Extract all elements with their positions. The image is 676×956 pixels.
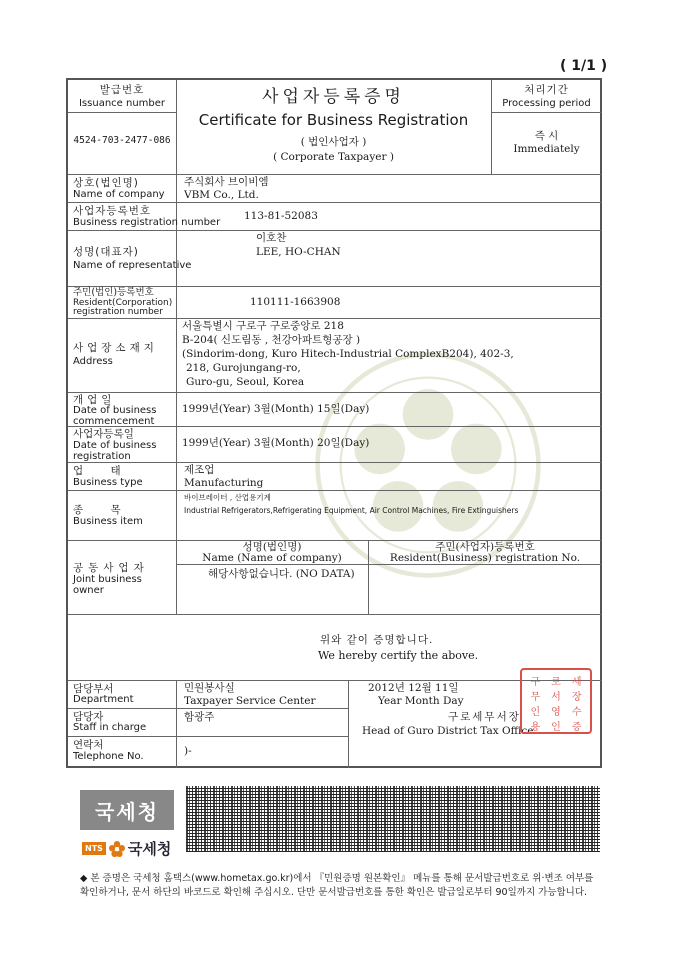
regdate-value: 1999년(Year) 3월(Month) 20일(Day)	[182, 437, 370, 449]
subtitle-korean: ( 법인사업자 )	[300, 136, 367, 148]
address-label-ko: 사업장소재지	[73, 342, 158, 354]
resident-label-en1: Resident(Corporation)	[73, 298, 173, 308]
representative-value-en: LEE, HO-CHAN	[256, 246, 341, 258]
joint-owner-label-ko: 공동사업자	[73, 562, 149, 574]
phone-label-en: Telephone No.	[73, 751, 144, 762]
address-line4: 218, Gurojungang-ro,	[186, 362, 301, 374]
department-value-ko: 민원봉사실	[184, 682, 235, 694]
stamp-char: 영	[551, 707, 561, 718]
regdate-label-en1: Date of business	[73, 440, 157, 451]
commence-label-en2: commencement	[73, 416, 155, 427]
issue-date-labels: Year Month Day	[378, 695, 464, 707]
official-seal-stamp	[520, 668, 592, 734]
regdate-label-ko: 사업자등록일	[73, 428, 134, 440]
footnote-line1: ◆ 본 증명은 국세청 홈택스(www.hometax.go.kr)에서 『민원증명 원본확인』 메뉴를 통해 문서발급번호로 위·변조 여부를	[80, 873, 594, 884]
title-korean: 사업자등록증명	[262, 87, 405, 107]
issue-date: 2012년 12월 11일	[368, 682, 459, 694]
address-label-en: Address	[73, 356, 113, 367]
biz-item-label-ko: 종 목	[73, 504, 133, 516]
department-label-en: Department	[73, 694, 134, 705]
title-english: Certificate for Business Registration	[198, 111, 469, 129]
processing-value-ko: 즉 시	[534, 130, 559, 142]
stamp-char: 인	[551, 722, 561, 733]
commence-value: 1999년(Year) 3월(Month) 15일(Day)	[182, 403, 370, 415]
footnote-line2: 확인하거나, 문서 하단의 바코드로 확인해 주십시오. 단만 문서발급번호를 통한 확인은 발급일로부터 90일까지 가능합니다.	[80, 887, 588, 898]
biz-type-value-ko: 제조업	[184, 464, 215, 476]
biz-item-value-en: Industrial Refrigerators,Refrigerating Equipment, Air Control Machines, Fire Extinguishers	[184, 506, 519, 515]
joint-col2-en: Resident(Business) registration No.	[389, 552, 581, 564]
verification-barcode	[186, 786, 600, 852]
representative-value-ko: 이호찬	[256, 232, 287, 244]
nts-flower-icon	[109, 841, 125, 857]
certify-en: We hereby certify the above.	[318, 649, 479, 662]
certificate-frame	[66, 78, 602, 768]
tax-office-en: Head of Guro District Tax Office	[362, 725, 534, 737]
biz-type-value-en: Manufacturing	[184, 477, 264, 489]
processing-period-label-ko: 처리기간	[524, 84, 569, 96]
stamp-char: 로	[551, 677, 561, 688]
nts-badge: NTS	[82, 842, 106, 855]
stamp-char: 서	[551, 692, 561, 703]
issuance-number-value: 4524-703-2477-086	[73, 135, 171, 146]
resident-value: 110111-1663908	[250, 296, 341, 308]
staff-label-ko: 담당자	[73, 711, 104, 723]
issuance-number-label-ko: 발급번호	[99, 84, 145, 96]
staff-value: 함광주	[184, 711, 215, 723]
page-number: ( 1/1 )	[560, 58, 608, 74]
stamp-char: 수	[571, 707, 582, 718]
nts-gray-logo-box: 국세청	[80, 790, 174, 830]
joint-no-data: 해당사항없습니다. (NO DATA)	[208, 568, 355, 580]
joint-owner-label-en2: owner	[73, 585, 104, 596]
stamp-char: 세	[571, 677, 582, 688]
company-value-en: VBM Co., Ltd.	[184, 189, 259, 201]
phone-label-ko: 연락처	[73, 739, 104, 751]
biz-item-value-ko: 바이브레이터 , 산업용기계	[184, 493, 271, 502]
department-value-en: Taxpayer Service Center	[184, 695, 316, 707]
tax-office-ko: 구로세무서장	[448, 711, 521, 723]
department-label-ko: 담당부서	[73, 683, 114, 695]
phone-value: )-	[184, 745, 192, 757]
biz-number-value: 113-81-52083	[244, 210, 318, 222]
regdate-label-en2: registration	[73, 451, 131, 462]
stamp-char: 용	[530, 722, 541, 733]
stamp-char: 증	[571, 722, 582, 733]
stamp-char: 구	[530, 677, 541, 688]
address-line1: 서울특별시 구로구 구로중앙로 218	[182, 320, 344, 332]
biz-type-label-en: Business type	[73, 477, 143, 488]
processing-period-label-en: Processing period	[502, 98, 591, 109]
stamp-char: 무	[530, 692, 541, 703]
commence-label-ko: 개업일	[73, 394, 116, 406]
joint-col1-en: Name (Name of company)	[202, 552, 342, 564]
issuance-number-label-en: Issuance number	[78, 98, 166, 109]
address-line5: Guro-gu, Seoul, Korea	[186, 376, 305, 388]
company-value-ko: 주식회사 브이비엠	[184, 176, 269, 188]
address-line2: B-204( 신도림동 , 천강아파트형공장 )	[182, 334, 361, 346]
nts-logo	[82, 838, 171, 859]
commence-label-en1: Date of business	[73, 405, 157, 416]
certify-ko: 위와 같이 증명합니다.	[320, 634, 434, 646]
representative-label-ko: 성명(대표자)	[73, 246, 139, 258]
biz-type-label-ko: 업 태	[73, 465, 133, 477]
resident-label-ko: 주민(법인)등록번호	[73, 287, 154, 298]
company-label-en: Name of company	[73, 189, 165, 200]
biz-number-label-en: Business registration number	[73, 217, 221, 228]
address-line3: (Sindorim-dong, Kuro Hitech-Industrial ComplexB204), 402-3,	[182, 348, 514, 360]
subtitle-english: ( Corporate Taxpayer )	[273, 151, 394, 163]
nts-name: 국세청	[127, 840, 172, 858]
processing-value-en: Immediately	[513, 143, 580, 155]
joint-col1-ko: 성명(법인명)	[242, 541, 302, 553]
biz-number-label-ko: 사업자등록번호	[73, 205, 152, 217]
stamp-char: 장	[571, 692, 582, 703]
company-label-ko: 상호(법인명)	[73, 177, 139, 189]
resident-label-en2: registration number	[73, 307, 163, 317]
stamp-char: 인	[530, 707, 541, 718]
staff-label-en: Staff in charge	[73, 722, 147, 733]
joint-col2-ko: 주민(사업자)등록번호	[435, 541, 535, 553]
representative-label-en: Name of representative	[73, 260, 192, 271]
joint-owner-label-en1: Joint business	[73, 574, 142, 585]
biz-item-label-en: Business item	[73, 516, 143, 527]
